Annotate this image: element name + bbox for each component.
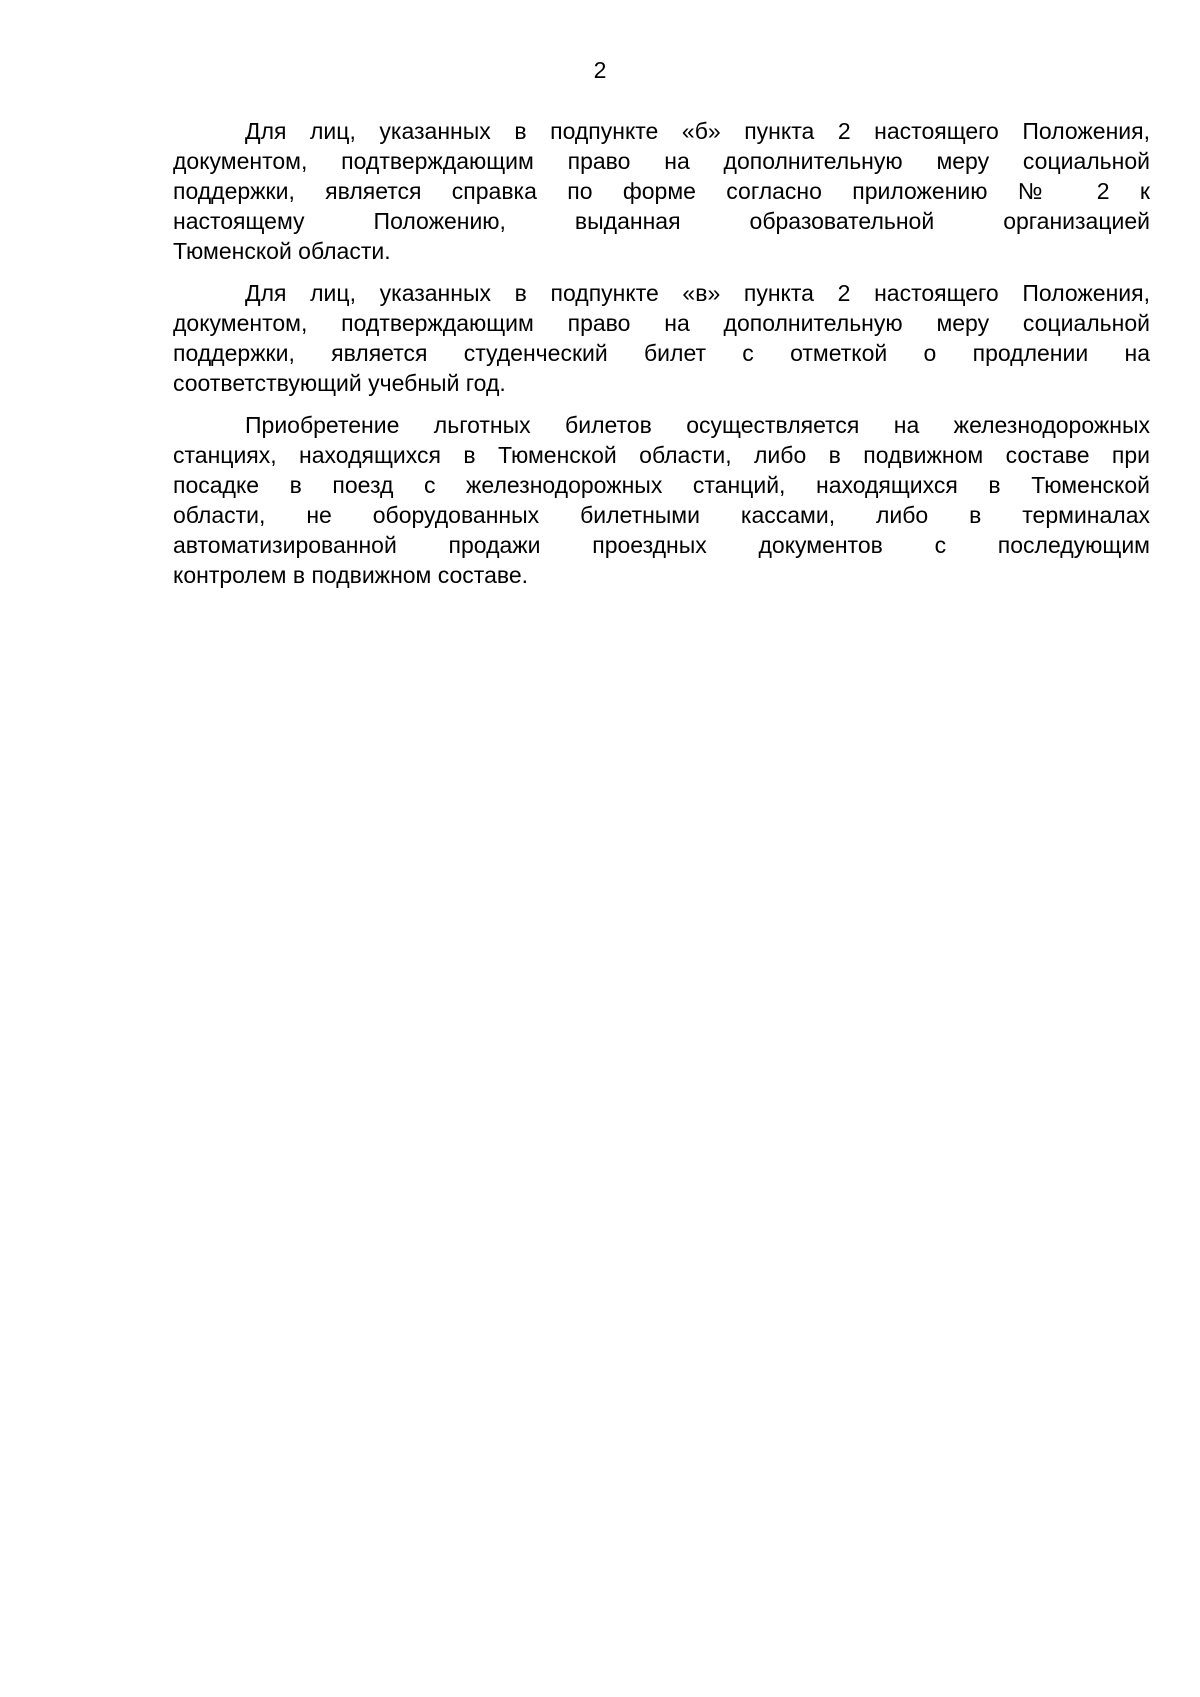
text-line: соответствующий учебный год. bbox=[173, 370, 506, 396]
text-line: Для лиц, указанных в подпункте «б» пункта 2 настоящего Положения, bbox=[245, 118, 1150, 144]
text-line: поддержки, является справка по форме согласно приложению № 2 к bbox=[173, 178, 1150, 204]
text-line: Для лиц, указанных в подпункте «в» пункта 2 настоящего Положения, bbox=[245, 280, 1150, 306]
text-line: Тюменской области. bbox=[173, 238, 391, 264]
text-line: станциях, находящихся в Тюменской области, либо в подвижном составе при bbox=[173, 442, 1150, 468]
text-line: поддержки, является студенческий билет с отметкой о продлении на bbox=[173, 340, 1150, 366]
text-line: настоящему Положению, выданная образовательной организацией bbox=[173, 208, 1150, 234]
text-line: автоматизированной продажи проездных документов с последующим bbox=[173, 532, 1150, 558]
document-body bbox=[173, 116, 1150, 602]
text-line: области, не оборудованных билетными кассами, либо в терминалах bbox=[173, 502, 1150, 528]
paragraph-ticket-purchase bbox=[173, 410, 1150, 590]
text-line: посадке в поезд с железнодорожных станций, находящихся в Тюменской bbox=[173, 472, 1150, 498]
text-line: документом, подтверждающим право на дополнительную меру социальной bbox=[173, 148, 1150, 174]
paragraph-item-b bbox=[173, 116, 1150, 266]
text-line: контролем в подвижном составе. bbox=[173, 562, 529, 588]
page-number: 2 bbox=[593, 57, 607, 83]
text-line: документом, подтверждающим право на дополнительную меру социальной bbox=[173, 310, 1150, 336]
paragraph-item-v bbox=[173, 278, 1150, 398]
text-line: Приобретение льготных билетов осуществляется на железнодорожных bbox=[245, 412, 1150, 438]
